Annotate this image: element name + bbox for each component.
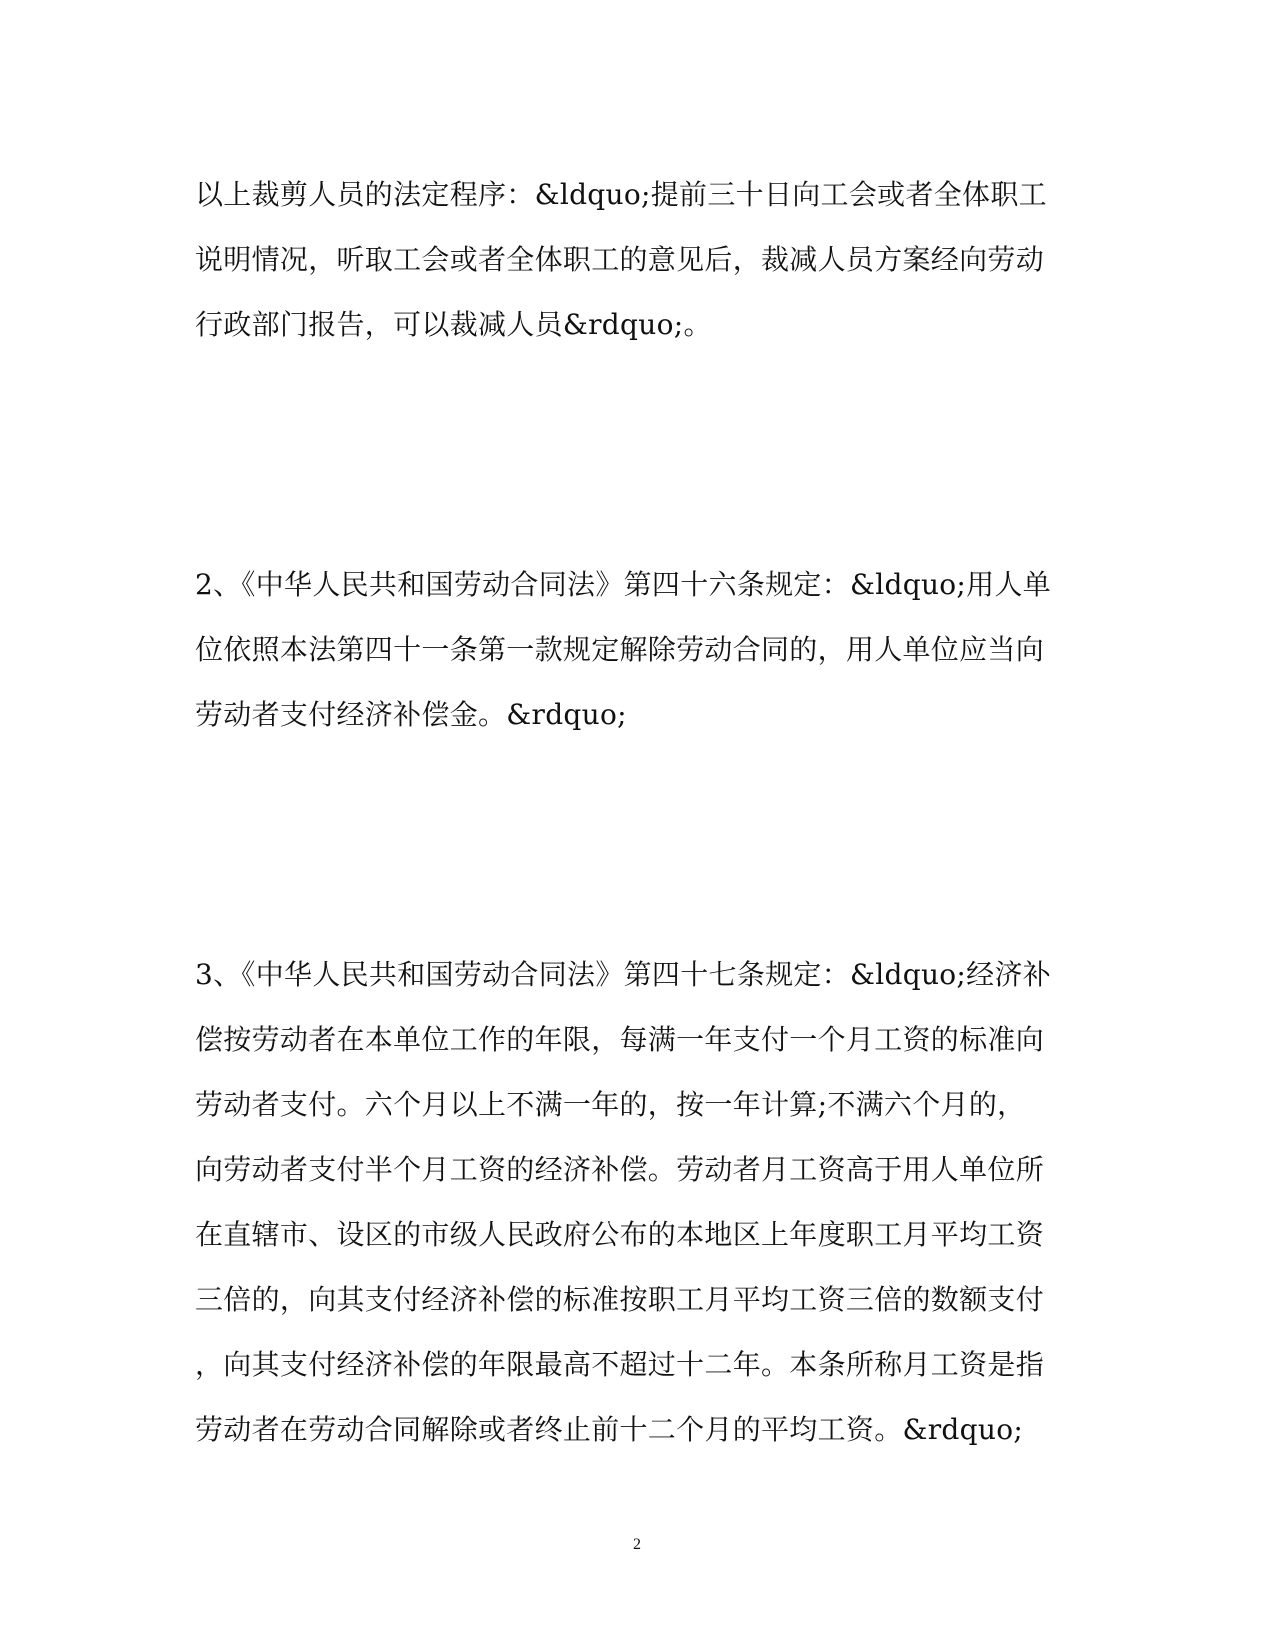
text-line: 位依照本法第四十一条第一款规定解除劳动合同的，用人单位应当向 [195,633,1045,666]
text-line: 在直辖市、设区的市级人民政府公布的本地区上年度职工月平均工资 [195,1218,1045,1251]
page-number: 2 [633,1536,641,1553]
paragraph-article-46 [195,552,1075,747]
paragraph-layoff-procedure [195,162,1075,357]
paragraph-article-47 [195,942,1075,1462]
text-line: 3、《中华人民共和国劳动合同法》第四十七条规定：&ldquo;经济补 [195,958,1052,991]
text-line: 行政部门报告，可以裁减人员&rdquo;。 [195,308,712,341]
text-line: 劳动者支付。六个月以上不满一年的，按一年计算;不满六个月的， [195,1088,1026,1121]
text-line: 劳动者支付经济补偿金。&rdquo; [195,698,627,731]
text-line: 三倍的，向其支付经济补偿的标准按职工月平均工资三倍的数额支付 [195,1283,1045,1316]
text-line: 2、《中华人民共和国劳动合同法》第四十六条规定：&ldquo;用人单 [195,568,1052,601]
text-line: 劳动者在劳动合同解除或者终止前十二个月的平均工资。&rdquo; [195,1413,1024,1446]
text-line: 说明情况，听取工会或者全体职工的意见后，裁减人员方案经向劳动 [195,243,1045,276]
text-line: 向劳动者支付半个月工资的经济补偿。劳动者月工资高于用人单位所 [195,1153,1045,1186]
text-line: 偿按劳动者在本单位工作的年限，每满一年支付一个月工资的标准向 [195,1023,1045,1056]
text-line: 以上裁剪人员的法定程序：&ldquo;提前三十日向工会或者全体职工 [195,178,1047,211]
text-line: ，向其支付经济补偿的年限最高不超过十二年。本条所称月工资是指 [195,1348,1045,1381]
